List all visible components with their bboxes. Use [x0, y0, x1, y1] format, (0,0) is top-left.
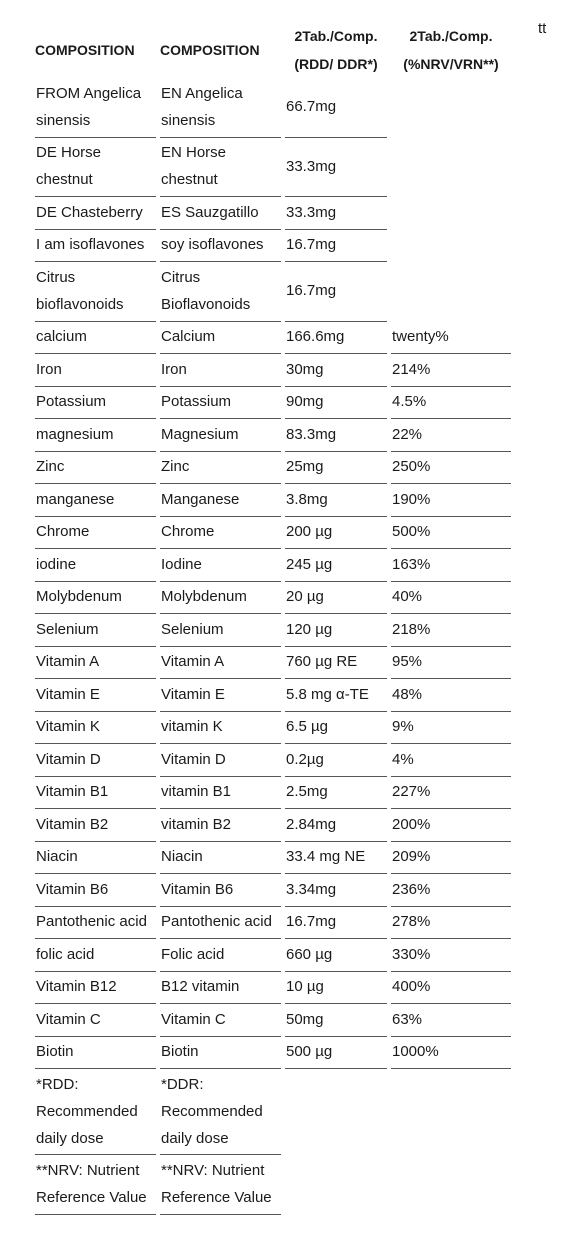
table-row — [35, 777, 511, 810]
table-cell: 209% — [391, 842, 511, 875]
table-cell: Niacin — [160, 842, 281, 875]
table-cell: 40% — [391, 582, 511, 615]
table-cell: FROM Angelica sinensis — [35, 78, 156, 138]
table-cell: Citrus Bioflavonoids — [160, 262, 281, 322]
table-cell: Biotin — [160, 1037, 281, 1070]
table-cell: Potassium — [35, 387, 156, 420]
table-row — [35, 197, 511, 230]
table-cell: 660 µg — [285, 939, 387, 972]
table-cell: vitamin B1 — [160, 777, 281, 810]
table-row — [35, 809, 511, 842]
table-cell: 33.3mg — [285, 138, 387, 198]
table-row — [35, 452, 511, 485]
table-cell: Selenium — [35, 614, 156, 647]
table-cell: 9% — [391, 712, 511, 745]
table-cell: 95% — [391, 647, 511, 680]
footnote-cell: **NRV: Nutrient Reference Value — [160, 1155, 281, 1215]
table-cell: 4.5% — [391, 387, 511, 420]
table-cell: folic acid — [35, 939, 156, 972]
header-cell: COMPOSITION — [35, 41, 135, 58]
table-cell: DE Chasteberry — [35, 197, 156, 230]
table-cell: EN Horse chestnut — [160, 138, 281, 198]
table-cell: Iron — [35, 354, 156, 387]
table-cell: 22% — [391, 419, 511, 452]
table-cell: 214% — [391, 354, 511, 387]
table-cell: Chrome — [35, 517, 156, 550]
table-row — [35, 322, 511, 355]
table-cell: 120 µg — [285, 614, 387, 647]
table-cell: 500 µg — [285, 1037, 387, 1070]
table-cell: 2.5mg — [285, 777, 387, 810]
table-cell: 20 µg — [285, 582, 387, 615]
table-cell: 50mg — [285, 1004, 387, 1037]
table-cell: Vitamin B1 — [35, 777, 156, 810]
table-cell: calcium — [35, 322, 156, 355]
table-cell: Iron — [160, 354, 281, 387]
table-cell: 25mg — [285, 452, 387, 485]
table-body — [35, 78, 511, 1069]
footnote-row — [35, 1069, 511, 1155]
table-cell: 63% — [391, 1004, 511, 1037]
table-row — [35, 712, 511, 745]
table-cell: Biotin — [35, 1037, 156, 1070]
table-cell: Vitamin K — [35, 712, 156, 745]
table-row — [35, 614, 511, 647]
table-cell: 16.7mg — [285, 907, 387, 940]
table-cell: Zinc — [35, 452, 156, 485]
table-row — [35, 517, 511, 550]
table-cell: 2.84mg — [285, 809, 387, 842]
table-cell: Pantothenic acid — [160, 907, 281, 940]
table-cell: 33.4 mg NE — [285, 842, 387, 875]
table-cell: 330% — [391, 939, 511, 972]
header-row — [35, 22, 511, 78]
table-cell: Molybdenum — [160, 582, 281, 615]
table-cell: ES Sauzgatillo — [160, 197, 281, 230]
footnote-cell: **NRV: Nutrient Reference Value — [35, 1155, 156, 1215]
table-cell — [391, 197, 511, 230]
table-cell: 16.7mg — [285, 230, 387, 263]
table-cell: 218% — [391, 614, 511, 647]
table-cell: 278% — [391, 907, 511, 940]
table-cell: 83.3mg — [285, 419, 387, 452]
table-cell: 66.7mg — [285, 78, 387, 138]
footnote-cell: *RDD: Recommended daily dose — [35, 1069, 156, 1155]
header-cell: 2Tab./Comp. (%NRV/VRN**) — [403, 27, 499, 72]
table-cell — [391, 262, 511, 322]
table-cell: 200 µg — [285, 517, 387, 550]
table-cell: Vitamin D — [160, 744, 281, 777]
table-cell: 250% — [391, 452, 511, 485]
table-cell: 163% — [391, 549, 511, 582]
table-row — [35, 939, 511, 972]
table-row — [35, 78, 511, 138]
table-cell: Iodine — [160, 549, 281, 582]
table-cell: Vitamin B12 — [35, 972, 156, 1005]
table-cell: Potassium — [160, 387, 281, 420]
table-cell: B12 vitamin — [160, 972, 281, 1005]
composition-table — [35, 22, 511, 1215]
table-cell: magnesium — [35, 419, 156, 452]
table-row — [35, 262, 511, 322]
table-row — [35, 230, 511, 263]
table-row — [35, 549, 511, 582]
table-row — [35, 419, 511, 452]
table-cell: 236% — [391, 874, 511, 907]
table-cell: Niacin — [35, 842, 156, 875]
table-cell: 4% — [391, 744, 511, 777]
table-cell: EN Angelica sinensis — [160, 78, 281, 138]
table-cell: Magnesium — [160, 419, 281, 452]
table-cell: Zinc — [160, 452, 281, 485]
table-row — [35, 1037, 511, 1070]
table-cell: Folic acid — [160, 939, 281, 972]
table-cell: Citrus bioflavonoids — [35, 262, 156, 322]
table-cell: 90mg — [285, 387, 387, 420]
table-cell: 760 µg RE — [285, 647, 387, 680]
table-cell — [391, 230, 511, 263]
header-cell: 2Tab./Comp. (RDD/ DDR*) — [294, 27, 378, 72]
table-row — [35, 842, 511, 875]
table-cell: Vitamin B6 — [35, 874, 156, 907]
footnote-row — [35, 1155, 511, 1215]
table-cell: Vitamin D — [35, 744, 156, 777]
table-cell: Vitamin A — [35, 647, 156, 680]
table-row — [35, 907, 511, 940]
table-cell: Vitamin C — [35, 1004, 156, 1037]
table-cell: 400% — [391, 972, 511, 1005]
table-cell: Molybdenum — [35, 582, 156, 615]
table-cell: 166.6mg — [285, 322, 387, 355]
table-row — [35, 138, 511, 198]
table-cell: Vitamin A — [160, 647, 281, 680]
table-cell — [391, 138, 511, 198]
table-row — [35, 744, 511, 777]
table-cell: I am isoflavones — [35, 230, 156, 263]
table-cell: Vitamin E — [160, 679, 281, 712]
table-cell: 190% — [391, 484, 511, 517]
table-cell: soy isoflavones — [160, 230, 281, 263]
table-cell: vitamin B2 — [160, 809, 281, 842]
table-cell: twenty% — [391, 322, 511, 355]
table-cell: Selenium — [160, 614, 281, 647]
table-row — [35, 387, 511, 420]
table-cell: 48% — [391, 679, 511, 712]
table-cell: Vitamin E — [35, 679, 156, 712]
table-row — [35, 354, 511, 387]
table-cell: 245 µg — [285, 549, 387, 582]
footnote-cell: *DDR: Recommended daily dose — [160, 1069, 281, 1155]
table-cell: 227% — [391, 777, 511, 810]
table-cell: 3.34mg — [285, 874, 387, 907]
corner-text: tt — [538, 20, 547, 37]
table-cell — [391, 78, 511, 138]
table-row — [35, 972, 511, 1005]
table-cell: Pantothenic acid — [35, 907, 156, 940]
table-cell: 10 µg — [285, 972, 387, 1005]
table-row — [35, 484, 511, 517]
table-row — [35, 679, 511, 712]
table-cell: Vitamin C — [160, 1004, 281, 1037]
table-cell: manganese — [35, 484, 156, 517]
table-cell: 0.2µg — [285, 744, 387, 777]
table-cell: 33.3mg — [285, 197, 387, 230]
table-cell: 200% — [391, 809, 511, 842]
table-row — [35, 582, 511, 615]
table-cell: Vitamin B6 — [160, 874, 281, 907]
table-cell: 5.8 mg α-TE — [285, 679, 387, 712]
table-cell: 6.5 µg — [285, 712, 387, 745]
table-cell: iodine — [35, 549, 156, 582]
table-cell: vitamin K — [160, 712, 281, 745]
table-cell: Chrome — [160, 517, 281, 550]
table-cell: 16.7mg — [285, 262, 387, 322]
table-row — [35, 1004, 511, 1037]
table-footnotes — [35, 1069, 511, 1215]
table-cell: 30mg — [285, 354, 387, 387]
table-row — [35, 874, 511, 907]
header-cell: COMPOSITION — [160, 41, 260, 58]
table-cell: 3.8mg — [285, 484, 387, 517]
table-cell: 1000% — [391, 1037, 511, 1070]
table-cell: Vitamin B2 — [35, 809, 156, 842]
table-cell: Calcium — [160, 322, 281, 355]
table-cell: Manganese — [160, 484, 281, 517]
table-cell: DE Horse chestnut — [35, 138, 156, 198]
table-row — [35, 647, 511, 680]
table-cell: 500% — [391, 517, 511, 550]
